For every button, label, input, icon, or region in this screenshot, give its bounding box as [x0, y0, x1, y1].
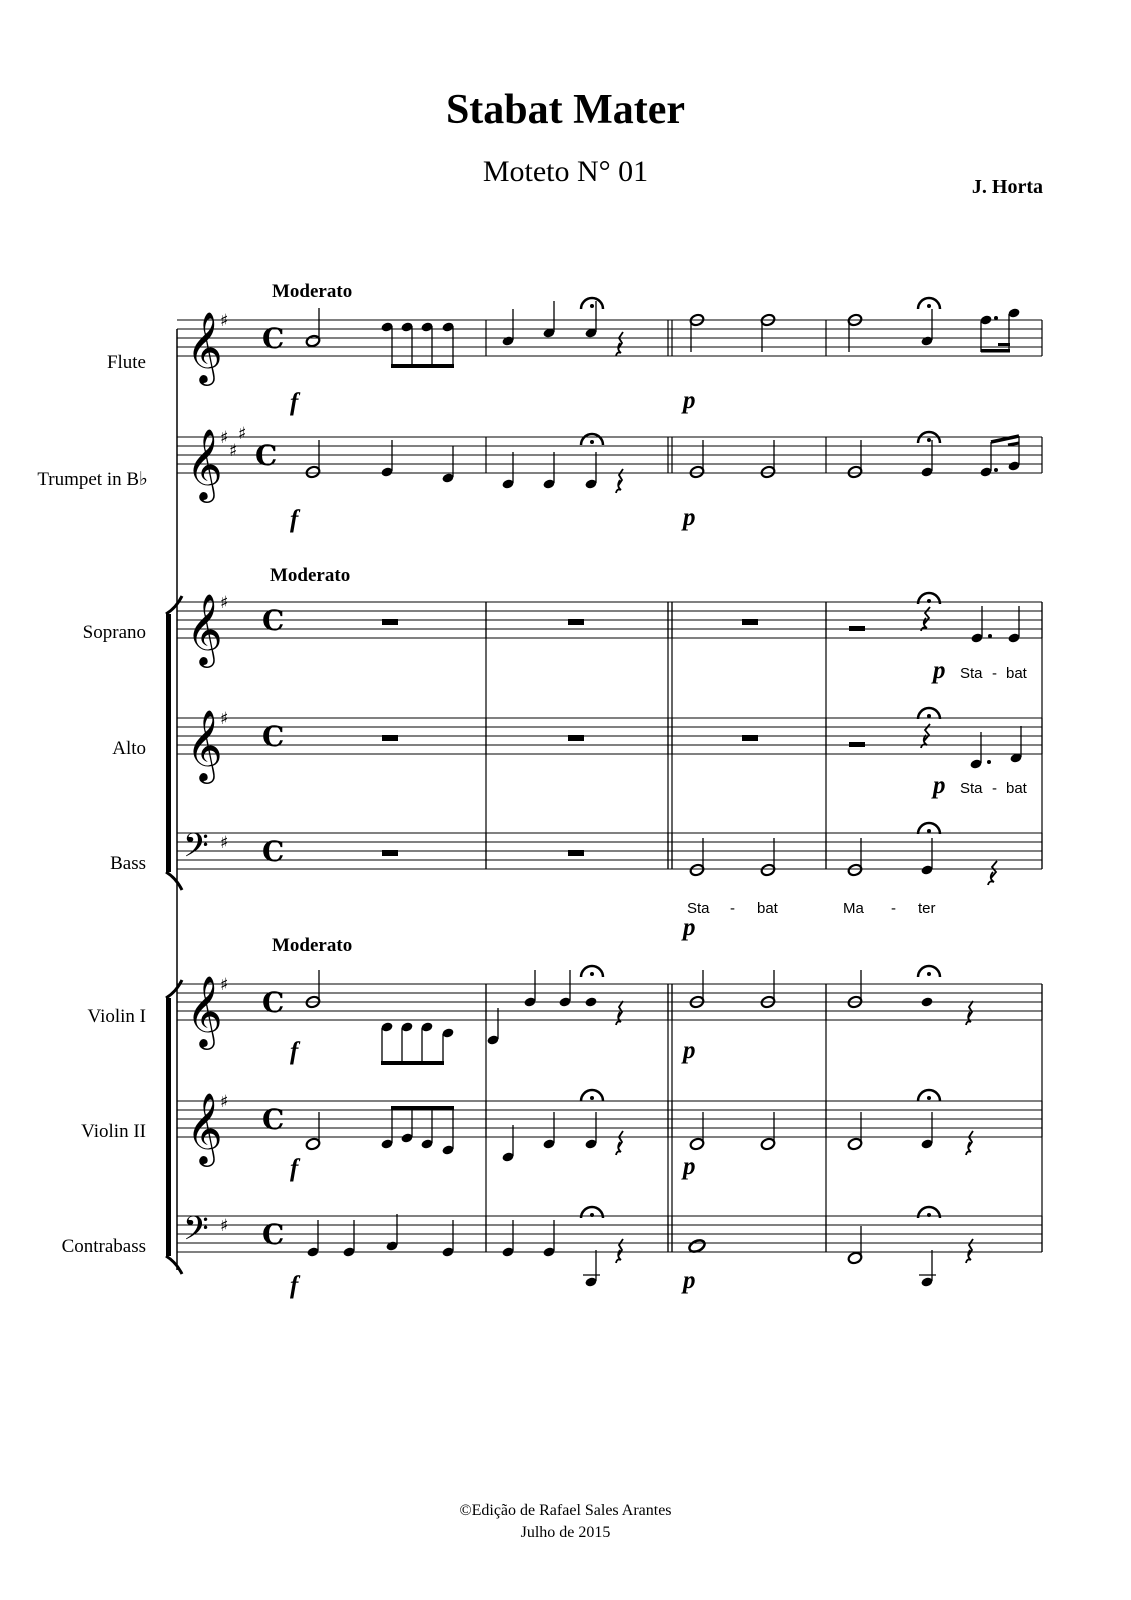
dynamics	[290, 387, 946, 1299]
staff-5	[177, 827, 1042, 872]
common-time-icon: C	[262, 835, 285, 868]
common-time-icon: C	[262, 1218, 285, 1251]
treble-clef-icon: 𝄞	[186, 712, 223, 780]
lyric-bass-1: Sta	[687, 900, 710, 917]
common-time-icon: C	[262, 604, 285, 637]
treble-clef-icon: 𝄞	[186, 596, 223, 664]
instrument-name-violin-2: Violin II	[81, 1121, 146, 1142]
sharp-icon: ♯	[220, 428, 229, 448]
staff-1	[177, 311, 1042, 386]
treble-clef-icon: 𝄞	[186, 431, 223, 499]
treble-clef-icon: 𝄞	[186, 1095, 223, 1163]
composer-name: J. Horta	[971, 176, 1043, 198]
staff-7	[177, 1092, 1042, 1167]
treble-clef-icon: 𝄞	[186, 978, 223, 1046]
staff-4	[177, 709, 1042, 784]
lyric-alto-1: Sta	[960, 780, 983, 797]
dynamic-bass-p: p	[683, 914, 696, 941]
common-time-icon: C	[262, 986, 285, 1019]
staves	[177, 311, 1042, 1255]
violin-1-notes	[305, 966, 973, 1065]
sharp-icon: ♯	[220, 709, 229, 729]
bass-clef-icon: 𝄢	[183, 1210, 209, 1255]
instrument-name-soprano: Soprano	[82, 622, 146, 643]
lyric-alto-2: bat	[1006, 780, 1027, 797]
alto-notes	[382, 708, 1023, 770]
lyric-soprano-hyphen: -	[992, 665, 997, 682]
dynamic-contrabass-p: p	[683, 1267, 696, 1294]
common-time-icon: C	[262, 322, 285, 355]
score-subtitle: Moteto N° 01	[482, 155, 649, 188]
sharp-icon: ♯	[220, 311, 229, 331]
staff-6	[177, 975, 1042, 1050]
flute-notes	[305, 298, 1020, 368]
common-time-icon: C	[262, 720, 285, 753]
common-time-icon: C	[262, 1103, 285, 1136]
dynamic-flute-f: f	[290, 389, 299, 416]
dynamic-soprano-p: p	[933, 657, 946, 684]
tempo-marking-winds: Moderato	[272, 281, 353, 302]
dynamic-contrabass-f: f	[290, 1272, 299, 1299]
lyric-soprano-2: bat	[1006, 665, 1027, 682]
choir-bracket	[166, 596, 182, 890]
bass-clef-icon: 𝄢	[183, 827, 209, 872]
staff-2	[177, 424, 1042, 503]
common-time-icon: C	[255, 439, 278, 472]
dynamic-violin-2-p: p	[683, 1153, 696, 1180]
staff-8	[177, 1210, 1042, 1255]
instrument-name-alto: Alto	[112, 738, 146, 759]
instrument-name-bass: Bass	[110, 853, 146, 874]
lyric-bass-2: bat	[757, 900, 778, 917]
trumpet-notes	[305, 432, 1020, 493]
lyrics	[687, 665, 1028, 917]
soprano-notes	[382, 593, 1021, 644]
strings-bracket	[166, 980, 182, 1274]
sharp-icon: ♯	[220, 975, 229, 995]
instrument-name-contrabass: Contrabass	[61, 1236, 146, 1257]
score-title: Stabat Mater	[445, 87, 686, 133]
sharp-icon: ♯	[220, 833, 229, 853]
lyric-bass-3: Ma	[843, 900, 864, 917]
contrabass-notes	[306, 1207, 973, 1288]
dynamic-alto-p: p	[933, 772, 946, 799]
sharp-icon: ♯	[220, 1092, 229, 1112]
lyric-bass-hyphen-2: -	[891, 900, 896, 917]
lyric-bass-4: ter	[918, 900, 936, 917]
dynamic-violin-1-p: p	[683, 1037, 696, 1064]
instrument-name-trumpet: Trumpet in B♭	[37, 469, 148, 490]
edition-footer	[0, 1500, 1131, 1544]
dynamic-flute-p: p	[683, 387, 696, 414]
edition-credit: ©Edição de Rafael Sales Arantes	[459, 1502, 672, 1519]
sharp-icon: ♯	[229, 441, 238, 461]
staff-3	[177, 593, 1042, 668]
sharp-icon: ♯	[220, 593, 229, 613]
treble-clef-icon: 𝄞	[186, 314, 223, 382]
tempo-marking-strings: Moderato	[272, 935, 353, 956]
lyric-bass-hyphen-1: -	[730, 900, 735, 917]
edition-date: Julho de 2015	[520, 1524, 611, 1541]
sharp-icon: ♯	[238, 424, 247, 444]
dynamic-trumpet-p: p	[683, 504, 696, 531]
bass-voice-notes	[382, 823, 997, 885]
tempo-marking-choir: Moderato	[270, 565, 351, 586]
instrument-name-flute: Flute	[106, 352, 146, 373]
lyric-alto-hyphen: -	[992, 780, 997, 797]
sharp-icon: ♯	[220, 1216, 229, 1236]
dynamic-violin-2-f: f	[290, 1155, 299, 1182]
lyric-soprano-1: Sta	[960, 665, 983, 682]
dynamic-trumpet-f: f	[290, 506, 299, 533]
instrument-name-violin-1: Violin I	[87, 1006, 146, 1027]
dynamic-violin-1-f: f	[290, 1038, 299, 1065]
